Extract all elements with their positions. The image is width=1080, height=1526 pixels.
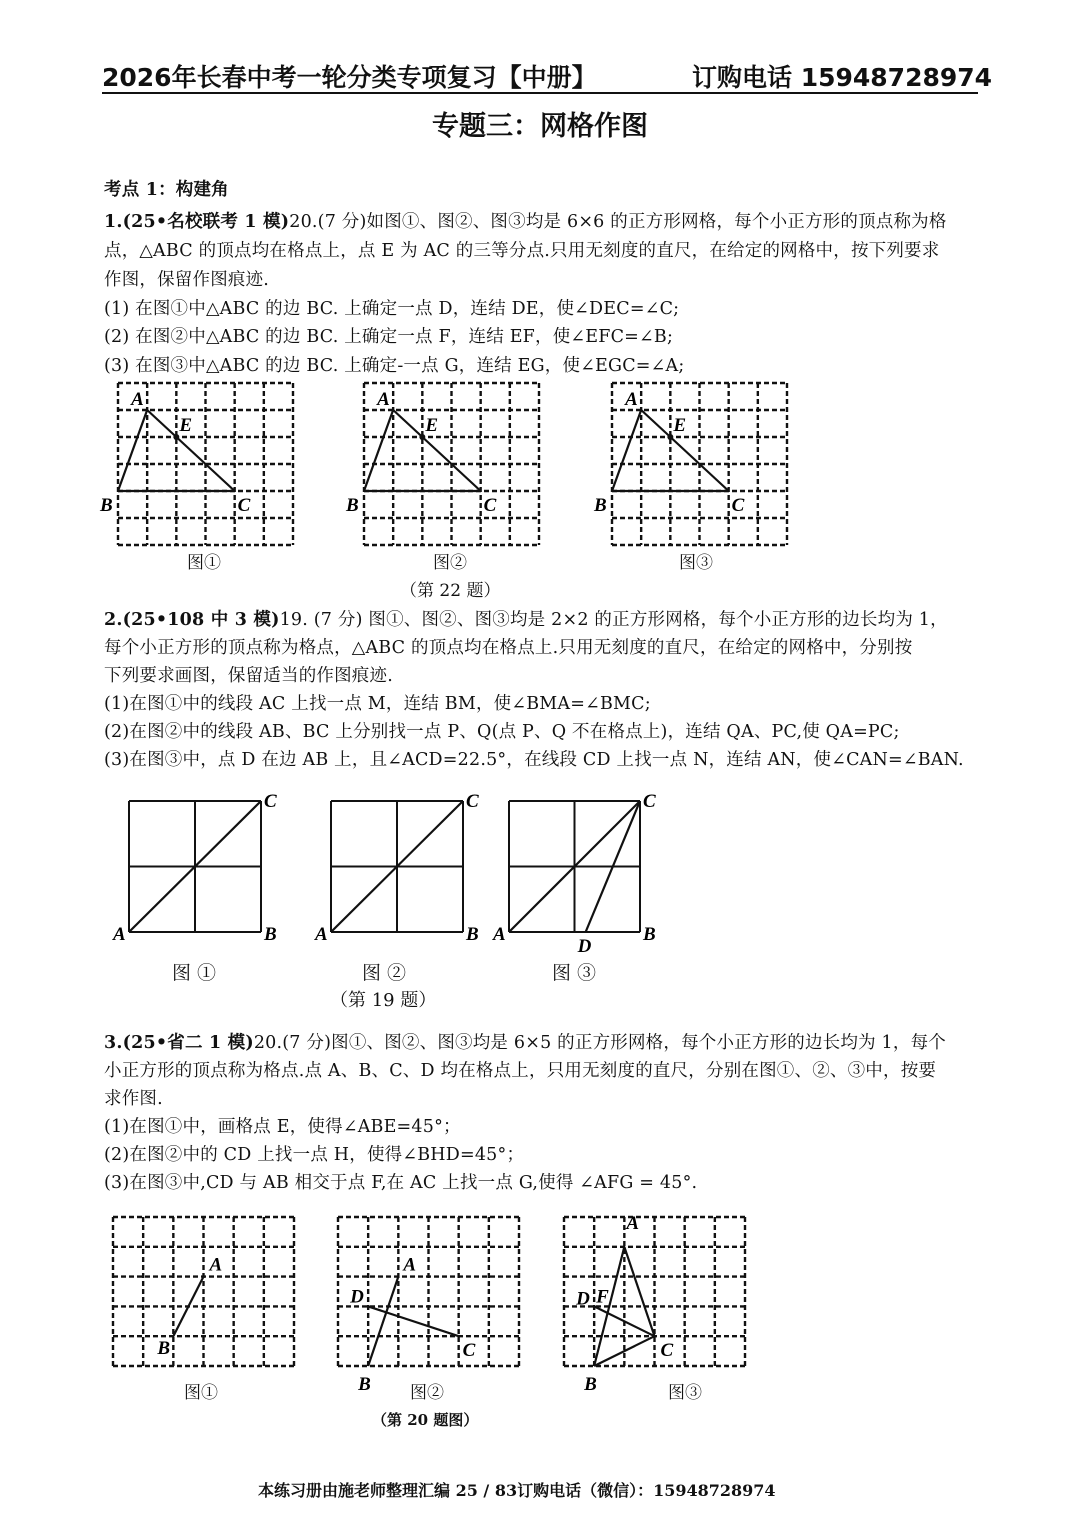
q2-footer: （第 19 题） <box>330 990 437 1011</box>
page-title: 专题三：网格作图 <box>432 111 648 142</box>
q3-source: 3.(25•省二 1 模) <box>104 1033 254 1053</box>
header-rule <box>102 92 978 94</box>
q1-line: 作图，保留作图痕迹. <box>104 270 270 290</box>
point-label: E <box>673 415 687 436</box>
point-label: F <box>596 1286 609 1308</box>
q1-caption: 图① <box>187 553 221 573</box>
point-label: E <box>179 415 193 436</box>
q2-line: (1)在图①中的线段 AC 上找一点 M，连结 BM，使∠BMA=∠BMC; <box>104 694 651 714</box>
point-label: A <box>493 924 506 945</box>
page-footer: 本练习册由施老师整理汇编 25 / 83订购电话（微信）：15948728974 <box>258 1481 776 1500</box>
q1-line: 点，△ABC 的顶点均在格点上，点 E 为 AC 的三等分点.只用无刻度的直尺，在给定的网格中，按下列要求 <box>104 241 940 261</box>
point-label: C <box>483 495 497 516</box>
q3-caption: 图① <box>184 1383 218 1403</box>
q3-line: 求作图. <box>104 1089 163 1109</box>
point-label: B <box>466 924 479 945</box>
q1-footer: （第 22 题） <box>400 581 501 601</box>
q2-figure-1 <box>113 791 277 945</box>
q2-line: (3)在图③中，点 D 在边 AB 上，且∠ACD=22.5°，在线段 CD 上找一点 N，连结 AN，使∠CAN=∠BAN. <box>104 750 964 770</box>
q1-line: 1.(25•名校联考 1 模)20.(7 分)如图①、图②、图③均是 6×6 的正方形网格，每个小正方形的顶点称为格 <box>104 212 947 232</box>
q2-line: (2)在图②中的线段 AB、BC 上分别找一点 P、Q(点 P、Q 不在格点上)，连结 QA、PC,使 QA=PC; <box>104 722 900 742</box>
point-label: A <box>377 389 390 410</box>
point-label: B <box>264 924 277 945</box>
q3-line: 3.(25•省二 1 模)20.(7 分)图①、图②、图③均是 6×5 的正方形网格，每个小正方形的边长均为 1，每个 <box>104 1033 946 1053</box>
point-label: B <box>346 495 359 516</box>
q1-source: 1.(25•名校联考 1 模) <box>104 212 290 232</box>
q1-figure-3 <box>594 383 787 545</box>
q2-line: 2.(25•108 中 3 模)19. (7 分) 图①、图②、图③均是 2×2 的正方形网格，每个小正方形的边长均为 1， <box>104 610 948 630</box>
point-label: A <box>131 389 144 410</box>
q2-caption: 图 ① <box>172 962 217 984</box>
point-label: B <box>643 924 656 945</box>
point-label: B <box>584 1374 597 1395</box>
q1-line: (1) 在图①中△ABC 的边 BC. 上确定一点 D，连结 DE，使∠DEC=∠C; <box>104 299 680 319</box>
q1-figure-1 <box>100 383 293 545</box>
q1-figure-2 <box>346 383 539 545</box>
point-label: A <box>626 1212 640 1234</box>
point-label: A <box>113 924 126 945</box>
q2-source: 2.(25•108 中 3 模) <box>104 610 280 630</box>
segment <box>118 410 147 491</box>
q2-line: 每个小正方形的顶点称为格点，△ABC 的顶点均在格点上.只用无刻度的直尺，在给定的网格中，分别按 <box>104 638 913 658</box>
q3-line: (1)在图①中，画格点 E，使得∠ABE=45°； <box>104 1117 461 1137</box>
segment <box>368 1306 459 1336</box>
point-label: C <box>264 791 277 812</box>
point-label: A <box>315 924 328 945</box>
q3-line: (3)在图③中,CD 与 AB 相交于点 F,在 AC 上找一点 G,使得 ∠AFG = 45°. <box>104 1173 698 1193</box>
header-phone: 订购电话 15948728974 <box>692 63 993 92</box>
point-label: B <box>358 1374 371 1395</box>
point-label: B <box>157 1338 171 1360</box>
q1-caption: 图② <box>433 553 467 573</box>
q1-line: (2) 在图②中△ABC 的边 BC. 上确定一点 F，连结 EF，使∠EFC=∠B; <box>104 327 674 347</box>
q1-caption: 图③ <box>679 553 713 573</box>
q3-footer: （第 20 题图） <box>372 1411 479 1429</box>
q2-caption: 图 ③ <box>552 962 597 984</box>
header-title: 2026年长春中考一轮分类专项复习【中册】 <box>102 63 597 92</box>
q3-figure-1 <box>113 1217 294 1366</box>
point-label: C <box>466 791 479 812</box>
point-label: C <box>660 1340 674 1362</box>
q2-figure-3 <box>493 791 656 957</box>
segment <box>364 410 393 491</box>
point-label: E <box>425 415 439 436</box>
point-label: D <box>576 1288 590 1310</box>
point-label: B <box>100 495 113 516</box>
point-label: A <box>209 1254 223 1276</box>
q2-line: 下列要求画图，保留适当的作图痕迹. <box>104 666 393 686</box>
q2-figure-2 <box>315 791 479 945</box>
q3-line: (2)在图②中的 CD 上找一点 H，使得∠BHD=45°； <box>104 1145 525 1165</box>
segment <box>368 1277 398 1366</box>
point-label: C <box>237 495 251 516</box>
q3-caption: 图② <box>410 1383 444 1403</box>
point-label: D <box>577 936 592 957</box>
point-label: C <box>462 1340 476 1362</box>
section-heading: 考点 1：构建角 <box>104 180 229 200</box>
q3-line: 小正方形的顶点称为格点.点 A、B、C、D 均在格点上，只用无刻度的直尺，分别在图①、②、③中，按要 <box>104 1061 937 1081</box>
point-label: A <box>625 389 638 410</box>
segment <box>612 410 641 491</box>
point-label: D <box>350 1286 364 1308</box>
point-label: A <box>403 1254 417 1276</box>
q1-line: (3) 在图③中△ABC 的边 BC. 上确定-一点 G，连结 EG，使∠EGC=∠A; <box>104 356 685 376</box>
q2-caption: 图 ② <box>362 962 407 984</box>
point-label: C <box>643 791 656 812</box>
q3-caption: 图③ <box>668 1383 702 1403</box>
point-label: C <box>731 495 745 516</box>
point-label: B <box>594 495 607 516</box>
